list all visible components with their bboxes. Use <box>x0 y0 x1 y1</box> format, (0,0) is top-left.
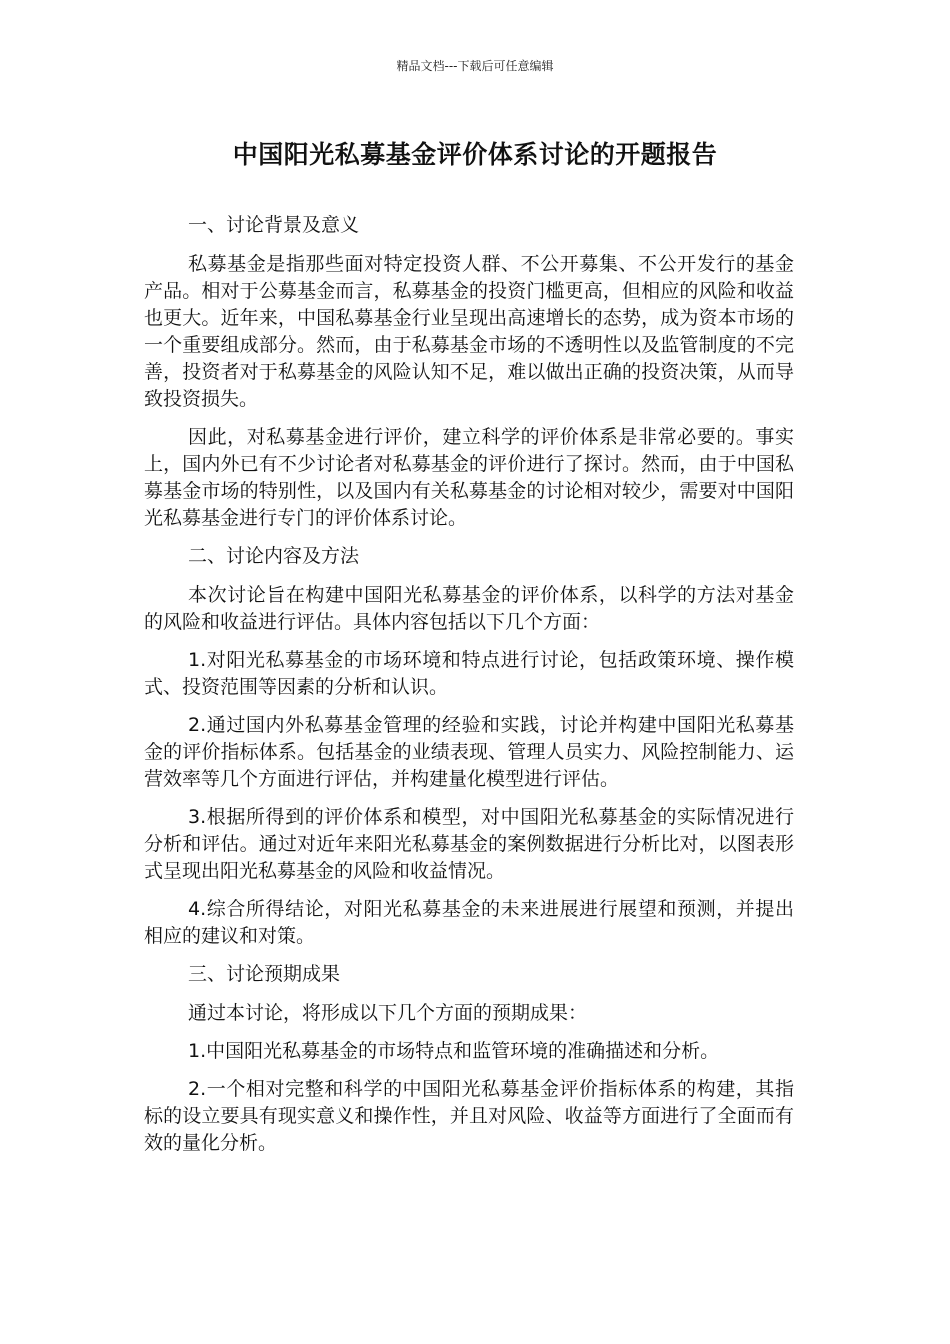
list-item: 2.通过国内外私募基金管理的经验和实践，讨论并构建中国阳光私募基金的评价指标体系。包括基金的业绩表现、管理人员实力、风险控制能力、运营效率等几个方面进行评估，并构建量化模型进行评估。 <box>144 714 794 790</box>
list-item: 1.中国阳光私募基金的市场特点和监管环境的准确描述和分析。 <box>188 1040 720 1062</box>
document-body <box>144 212 794 1168</box>
list-item: 4.综合所得结论，对阳光私募基金的未来进展进行展望和预测，并提出相应的建议和对策。 <box>144 898 794 947</box>
section-heading: 二、讨论内容及方法 <box>188 545 360 567</box>
list-item: 3.根据所得到的评价体系和模型，对中国阳光私募基金的实际情况进行分析和评估。通过对近年来阳光私募基金的案例数据进行分析比对，以图表形式呈现出阳光私募基金的风险和收益情况。 <box>144 806 794 882</box>
paragraph: 通过本讨论，将形成以下几个方面的预期成果： <box>188 1002 588 1024</box>
header-note: 精品文档---下载后可任意编辑 <box>396 59 554 73</box>
list-item: 1.对阳光私募基金的市场环境和特点进行讨论，包括政策环境、操作模式、投资范围等因素的分析和认识。 <box>144 649 794 698</box>
document-title: 中国阳光私募基金评价体系讨论的开题报告 <box>232 140 718 169</box>
section-heading: 一、讨论背景及意义 <box>188 214 360 236</box>
section-heading: 三、讨论预期成果 <box>188 963 341 985</box>
list-item: 2.一个相对完整和科学的中国阳光私募基金评价指标体系的构建，其指标的设立要具有现实意义和操作性，并且对风险、收益等方面进行了全面而有效的量化分析。 <box>144 1078 794 1154</box>
paragraph: 私募基金是指那些面对特定投资人群、不公开募集、不公开发行的基金产品。相对于公募基金而言，私募基金的投资门槛更高，但相应的风险和收益也更大。近年来，中国私募基金行业呈现出高速增长的态势，成为资本市场的一个重要组成部分。然而，由于私募基金市场的不透明性以及监管制度的不完善，投资者对于私募基金的风险认知不足，难以做出正确的投资决策，从而导致投资损失。 <box>144 253 794 410</box>
paragraph: 本次讨论旨在构建中国阳光私募基金的评价体系，以科学的方法对基金的风险和收益进行评估。具体内容包括以下几个方面： <box>144 584 794 633</box>
paragraph: 因此，对私募基金进行评价，建立科学的评价体系是非常必要的。事实上，国内外已有不少讨论者对私募基金的评价进行了探讨。然而，由于中国私募基金市场的特别性，以及国内有关私募基金的讨论相对较少，需要对中国阳光私募基金进行专门的评价体系讨论。 <box>144 426 794 529</box>
